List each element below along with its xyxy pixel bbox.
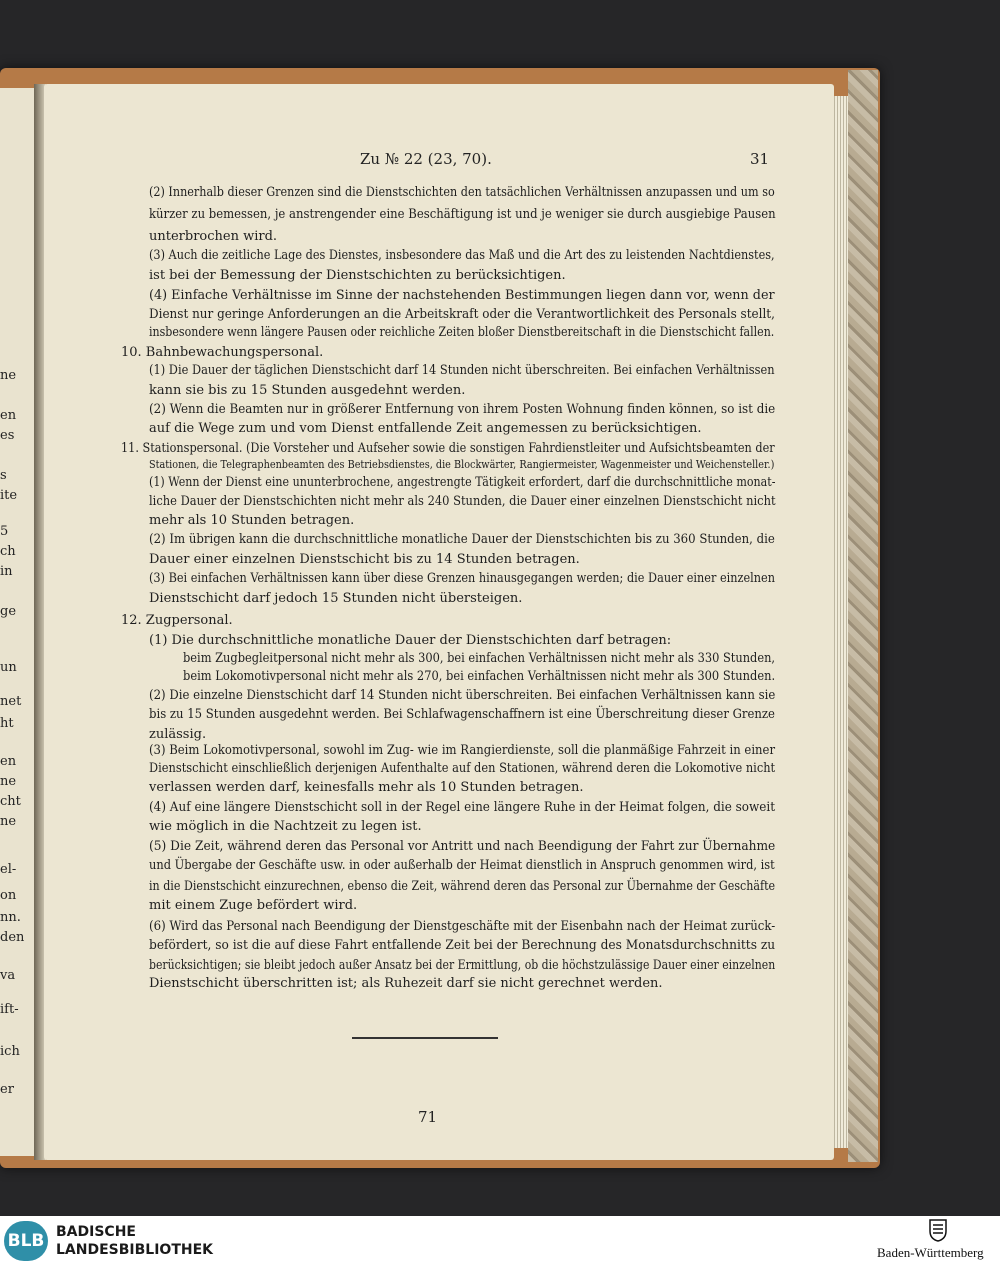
left-margin-fragment: ch xyxy=(0,544,16,559)
text-line: kann sie bis zu 15 Stunden ausgedehnt werden. xyxy=(149,383,466,398)
text-line: (2) Im übrigen kann die durchschnittliche monatliche Dauer der Dienstschichten bis zu 360 Stunden, die xyxy=(149,532,775,547)
folio-number: 71 xyxy=(418,1108,438,1126)
text-line: (4) Auf eine längere Dienstschicht soll in der Regel eine längere Ruhe in der Heimat folgen, die soweit xyxy=(149,800,776,815)
text-line: (2) Wenn die Beamten nur in größerer Entfernung von ihrem Posten Wohnung finden können, so ist die xyxy=(149,402,776,417)
left-margin-fragment: s xyxy=(0,468,7,483)
text-line: (1) Die Dauer der täglichen Dienstschicht darf 14 Stunden nicht überschreiten. Bei einfachen Verhältnissen xyxy=(149,363,775,378)
text-line: und Übergabe der Geschäfte usw. in oder außerhalb der Heimat dienstlich in Anspruch genommen wird, ist xyxy=(149,858,775,873)
text-line: (6) Wird das Personal nach Beendigung der Dienstgeschäfte mit der Eisenbahn nach der Heimat zurück- xyxy=(149,919,776,934)
text-line: (1) Wenn der Dienst eine ununterbrochene, angestrengte Tätigkeit erfordert, darf die durchschnittliche monat- xyxy=(149,475,776,490)
text-line: auf die Wege zum und vom Dienst entfallende Zeit angemessen zu berücksichtigen. xyxy=(149,421,702,436)
section-heading: 11. Stationspersonal. (Die Vorsteher und Aufseher sowie die sonstigen Fahrdienstleiter und Aufsichtsbeamten der xyxy=(121,441,775,456)
left-margin-fragment: ge xyxy=(0,604,17,619)
left-margin-fragment: nn. xyxy=(0,910,21,925)
left-margin-fragment: ite xyxy=(0,488,18,503)
left-page xyxy=(0,88,36,1156)
text-line: Dienstschicht überschritten ist; als Ruhezeit darf sie nicht gerechnet werden. xyxy=(149,976,663,991)
running-title: Zu № 22 (23, 70). xyxy=(360,150,492,168)
left-margin-fragment: er xyxy=(0,1082,14,1097)
left-margin-fragment: en xyxy=(0,754,17,769)
marbled-edge xyxy=(848,70,878,1162)
text-line: ist bei der Bemessung der Dienstschichten zu berücksichtigen. xyxy=(149,268,566,283)
text-line: (2) Die einzelne Dienstschicht darf 14 Stunden nicht überschreiten. Bei einfachen Verhältnissen kann sie xyxy=(149,688,776,703)
left-margin-fragment: un xyxy=(0,660,17,675)
text-line: (2) Innerhalb dieser Grenzen sind die Dienstschichten den tatsächlichen Verhältnissen anzupassen und um so xyxy=(149,185,775,200)
text-line: berücksichtigen; sie bleibt jedoch außer Ansatz bei der Ermittlung, ob die höchstzulässige Dauer einer einzelnen xyxy=(149,958,776,973)
left-margin-fragment: ht xyxy=(0,716,14,731)
text-line: Dienstschicht darf jedoch 15 Stunden nicht übersteigen. xyxy=(149,591,523,606)
left-margin-fragment: va xyxy=(0,968,16,983)
text-line: mehr als 10 Stunden betragen. xyxy=(149,513,355,528)
text-line: (4) Einfache Verhältnisse im Sinne der nachstehenden Bestimmungen liegen dann vor, wenn der xyxy=(149,288,775,303)
text-line: beim Lokomotivpersonal nicht mehr als 270, bei einfachen Verhältnissen nicht mehr als 300 Stunden. xyxy=(183,669,776,684)
section-heading: 12. Zugpersonal. xyxy=(121,613,233,628)
text-line: verlassen werden darf, keinesfalls mehr als 10 Stunden betragen. xyxy=(149,780,584,795)
left-margin-fragment: ne xyxy=(0,774,17,789)
left-margin-fragment: el- xyxy=(0,862,17,877)
left-margin-fragment: es xyxy=(0,428,15,443)
text-line: wie möglich in die Nachtzeit zu legen ist. xyxy=(149,819,422,834)
text-line: (3) Bei einfachen Verhältnissen kann über diese Grenzen hinausgegangen werden; die Dauer einer einzelnen xyxy=(149,571,775,586)
text-line: Dauer einer einzelnen Dienstschicht bis zu 14 Stunden betragen. xyxy=(149,552,580,567)
section-heading: 10. Bahnbewachungspersonal. xyxy=(121,345,324,360)
blb-logo[interactable]: BLB xyxy=(4,1221,48,1261)
left-margin-fragment: on xyxy=(0,888,17,903)
left-margin-fragment: ne xyxy=(0,814,17,829)
library-name-line1: BADISCHE xyxy=(56,1224,136,1240)
text-line: in die Dienstschicht einzurechnen, ebenso die Zeit, während deren das Personal zur Übernahme der Geschäfte xyxy=(149,879,776,894)
left-margin-fragment: ift- xyxy=(0,1002,19,1017)
text-line: (1) Die durchschnittliche monatliche Dauer der Dienstschichten darf betragen: xyxy=(149,633,672,648)
left-margin-fragment: 5 xyxy=(0,524,9,539)
library-name-line2: LANDESBIBLIOTHEK xyxy=(56,1242,214,1258)
text-line: bis zu 15 Stunden ausgedehnt werden. Bei Schlafwagenschaffnern ist eine Überschreitung dieser Grenze xyxy=(149,707,775,722)
text-line: beim Zugbegleitpersonal nicht mehr als 300, bei einfachen Verhältnissen nicht mehr als 330 Stunden, xyxy=(183,651,776,666)
text-line: (3) Beim Lokomotivpersonal, sowohl im Zug- wie im Rangierdienste, soll die planmäßige Fahrzeit in einer xyxy=(149,743,776,758)
left-margin-fragment: ich xyxy=(0,1044,20,1059)
text-line: kürzer zu bemessen, je anstrengender eine Beschäftigung ist und je weniger sie durch ausgiebige Pausen xyxy=(149,207,776,222)
page-number: 31 xyxy=(750,150,770,168)
closing-rule xyxy=(352,1037,498,1039)
left-margin-fragment: den xyxy=(0,930,25,945)
left-margin-fragment: net xyxy=(0,694,22,709)
left-margin-fragment: in xyxy=(0,564,13,579)
text-line: befördert, so ist die auf diese Fahrt entfallende Zeit bei der Berechnung des Monatsdurchschnitts zu xyxy=(149,938,776,953)
text-line: liche Dauer der Dienstschichten nicht mehr als 240 Stunden, die Dauer einer einzelnen Dienstschicht nicht xyxy=(149,494,776,509)
state-crest-icon xyxy=(928,1218,948,1242)
text-line: Dienstschicht einschließlich derjenigen Aufenthalte auf den Stationen, während deren die Lokomotive nicht xyxy=(149,761,776,776)
text-line: Dienst nur geringe Anforderungen an die Arbeitskraft oder die Verantwortlichkeit des Personals stellt, xyxy=(149,307,775,322)
text-line: unterbrochen wird. xyxy=(149,229,278,244)
text-line: zulässig. xyxy=(149,727,207,742)
text-line: mit einem Zuge befördert wird. xyxy=(149,898,358,913)
state-name[interactable]: Baden-Württemberg xyxy=(877,1245,984,1260)
text-line: Stationen, die Telegraphenbeamten des Betriebsdienstes, die Blockwärter, Rangiermeister, Wagenmeister und Weichensteller.) xyxy=(149,458,775,471)
left-margin-fragment: en xyxy=(0,408,17,423)
text-line: (3) Auch die zeitliche Lage des Dienstes, insbesondere das Maß und die Art des zu leistenden Nachtdienstes, xyxy=(149,248,775,263)
library-name[interactable] xyxy=(56,1223,213,1259)
text-line: insbesondere wenn längere Pausen oder reichliche Zeiten bloßer Dienstbereitschaft in die Dienstschicht fallen. xyxy=(149,325,775,340)
left-margin-fragment: cht xyxy=(0,794,21,809)
left-margin-fragment: ne xyxy=(0,368,17,383)
text-line: (5) Die Zeit, während deren das Personal vor Antritt und nach Beendigung der Fahrt zur Übernahme xyxy=(149,839,776,854)
